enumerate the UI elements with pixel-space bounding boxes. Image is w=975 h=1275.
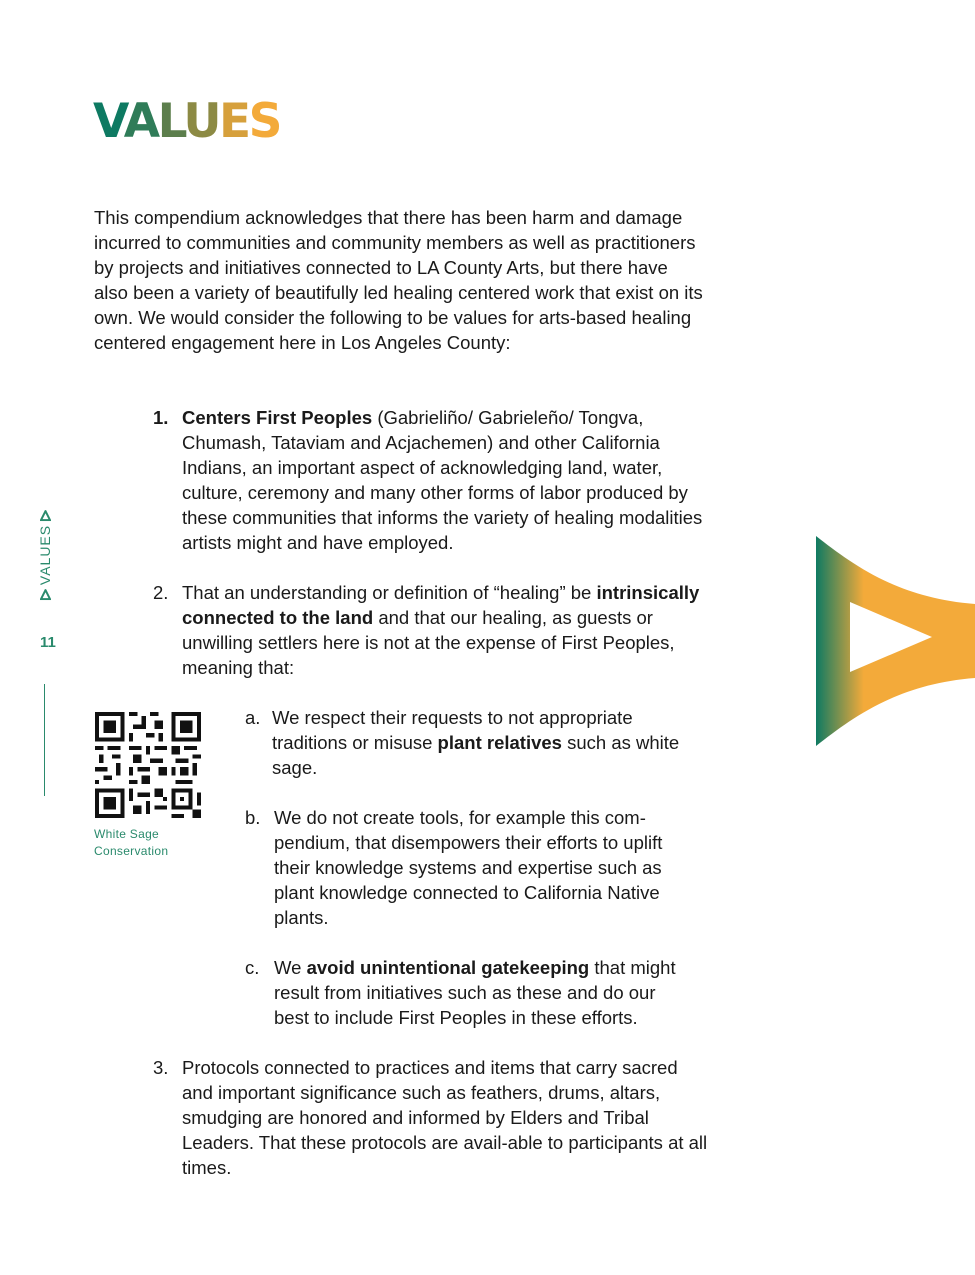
title-letter: S xyxy=(248,94,280,149)
sidebar-divider xyxy=(44,684,45,796)
sublist-letter: c. xyxy=(245,957,260,978)
sublist-item-text: We do not create tools, for example this com-pendium, that disempowers their efforts to uplift their knowledge systems and expertise such as plant knowledge connected to California Native plants. xyxy=(274,807,663,928)
list-number: 1. xyxy=(153,407,169,428)
qr-caption xyxy=(94,826,168,860)
title-letter: V xyxy=(93,94,124,149)
sublist-letter: b. xyxy=(245,807,261,828)
list-item-bold: intrinsically connected to the land xyxy=(182,582,700,628)
sublist-item-text xyxy=(274,955,695,1030)
values-sublist-item xyxy=(245,955,695,1030)
list-item-text xyxy=(182,405,713,555)
sublist-item-body: such as white sage. xyxy=(272,732,680,778)
values-list-item xyxy=(153,405,713,555)
title-letter: E xyxy=(219,94,249,149)
qr-code-icon[interactable] xyxy=(95,712,201,818)
list-item-text xyxy=(182,580,713,680)
title-letter: L xyxy=(157,94,184,149)
page-title xyxy=(93,94,280,149)
sublist-item-body: We respect their requests to not appropriate traditions or misuse xyxy=(272,707,633,753)
list-item-body: That an understanding or definition of “healing” be xyxy=(182,582,597,603)
title-letter: U xyxy=(183,94,220,149)
triangle-marker-icon xyxy=(40,589,51,600)
list-number: 3. xyxy=(153,1057,169,1078)
values-list-item xyxy=(153,1055,713,1180)
qr-caption-line: White Sage xyxy=(94,827,160,841)
sublist-item-body: that might result from initiatives such as these and do our best to include First Peoples in these efforts. xyxy=(274,957,676,1028)
sublist-item-text xyxy=(272,705,695,780)
list-item-body: and that our healing, as guests or unwilling settlers here is not at the expense of First Peoples, meaning that: xyxy=(182,607,675,678)
values-sublist-item xyxy=(245,705,695,780)
section-label: VALUES xyxy=(37,524,53,586)
section-sidebar-label xyxy=(35,505,55,605)
triangle-outline-decoration xyxy=(812,536,975,746)
qr-caption-line: Conservation xyxy=(94,844,169,858)
triangle-marker-icon xyxy=(40,510,51,521)
list-item-body: (Gabrieliño/ Gabrieleño/ Tongva, Chumash, Tataviam and Acjachemen) and other California Indians, an important aspect of acknowledging land, water, culture, ceremony and many other forms of labor produced by these communities that informs the variety of healing modalities artists might and have employed. xyxy=(182,407,703,553)
sublist-item-bold: avoid unintentional gatekeeping xyxy=(306,957,590,978)
page-number: 11 xyxy=(40,634,56,651)
values-sublist-item xyxy=(245,805,695,930)
title-letter: A xyxy=(123,94,158,149)
list-item-text: Protocols connected to practices and items that carry sacred and important significance such as feathers, drums, altars, smudging are honored and informed by Elders and Tribal Leaders. That these protocols are avail-able to participants at all times. xyxy=(182,1057,708,1178)
sublist-item-body: We xyxy=(274,957,307,978)
values-list-item xyxy=(153,580,713,680)
sublist-letter: a. xyxy=(245,707,261,728)
list-item-bold: Centers First Peoples xyxy=(182,407,373,428)
sublist-item-bold: plant relatives xyxy=(437,732,562,753)
list-number: 2. xyxy=(153,582,169,603)
intro-paragraph: This compendium acknowledges that there has been harm and damage incurred to communities and community members as well as practitioners by projects and initiatives connected to LA County Arts, but there have also been a variety of beautifully led healing centered work that exist on its own. We would consider the following to be values for arts-based healing centered engagement here in Los Angeles County: xyxy=(94,207,703,353)
